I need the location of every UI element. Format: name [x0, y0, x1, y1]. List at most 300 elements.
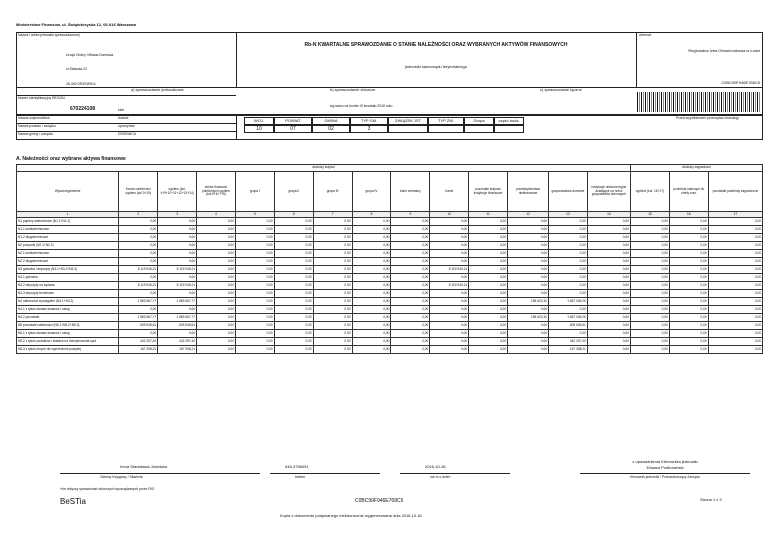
table-cell: 0,00: [708, 250, 762, 258]
table-cell: 0,00: [669, 298, 708, 306]
form-subtitle: jednostki samorządu terytorialnego: [404, 64, 468, 69]
table-cell: 0,00: [587, 290, 630, 298]
code-value: [464, 125, 494, 133]
table-cell: 0,00: [587, 306, 630, 314]
column-number: 13: [548, 212, 587, 218]
table-cell: 0,00: [235, 330, 274, 338]
table-cell: 0,00: [274, 266, 313, 274]
adresat-label: Adresat:: [639, 33, 652, 37]
table-cell: 0,00: [352, 314, 391, 322]
table-cell: 0,00: [352, 226, 391, 234]
table-cell: 0,00: [235, 266, 274, 274]
table-cell: 0,00: [197, 218, 236, 226]
column-header: grupa III: [313, 172, 352, 212]
table-cell: 0,00: [197, 338, 236, 346]
footnote: *nie dotyczy sprawozdań zbiorczych sporządzanych przez RIO: [60, 487, 155, 491]
table-cell: 0,00: [708, 330, 762, 338]
table-cell: 0,00: [587, 314, 630, 322]
table-cell: 0,00: [548, 242, 587, 250]
group-row: [17, 165, 763, 172]
row-label: N5.3 z tytułu innych niż wymienione powyżej: [17, 346, 119, 354]
phone: 048-3756091: [285, 464, 309, 469]
column-header: pozostałe krajowe instytucje finansowe: [469, 172, 508, 212]
table-cell: 0,00: [391, 266, 430, 274]
table-cell: 0,00: [313, 258, 352, 266]
table-cell: 0,00: [708, 234, 762, 242]
table-row: [17, 242, 763, 250]
table-cell: 0,00: [352, 234, 391, 242]
table-cell: 0,00: [352, 242, 391, 250]
table-cell: 0,00: [587, 282, 630, 290]
column-number: 5: [235, 212, 274, 218]
table-cell: 0,00: [197, 274, 236, 282]
column-number: 3: [158, 212, 197, 218]
table-cell: 0,00: [391, 250, 430, 258]
head-title: z upoważnienia Kierownika jednostki: [632, 459, 698, 464]
table-cell: 0,00: [708, 306, 762, 314]
column-number: 4: [197, 212, 236, 218]
table-cell: 0,00: [119, 242, 158, 250]
head-label: Kierownik jednostki / Przewodniczący Zarządu: [630, 475, 700, 479]
table-row: [17, 306, 763, 314]
table-cell: 167 308,21: [158, 346, 197, 354]
table-cell: 0,00: [352, 250, 391, 258]
table-cell: 0,00: [313, 330, 352, 338]
table-cell: 0,00: [469, 274, 508, 282]
table-cell: 0,00: [630, 338, 669, 346]
table-cell: 0,00: [669, 306, 708, 314]
table-cell: 0,00: [548, 258, 587, 266]
option-c: c) sprawozdanie łączne: [540, 87, 582, 92]
table-cell: 0,00: [274, 274, 313, 282]
table-cell: 0,00: [119, 234, 158, 242]
table-cell: 0,00: [274, 234, 313, 242]
table-cell: 0,00: [274, 338, 313, 346]
table-cell: 0,00: [158, 258, 197, 266]
table-cell: 0,00: [119, 218, 158, 226]
option-a: a) sprawozdanie jednostkowe: [131, 87, 184, 92]
table-cell: 0,00: [352, 258, 391, 266]
table-cell: 0,00: [197, 250, 236, 258]
table-cell: 0,00: [119, 274, 158, 282]
table-cell: 0,00: [391, 298, 430, 306]
group-foreign: dłużnicy zagraniczni: [630, 165, 762, 172]
table-cell: 0,00: [630, 346, 669, 354]
table-cell: 0,00: [508, 226, 549, 234]
table-cell: 0,00: [630, 234, 669, 242]
table-cell: 0,00: [430, 346, 469, 354]
code-value: [388, 125, 428, 133]
copy-note: Kopia z dokumentu podpisanego elektronicznie wygenerowana dnia 2016.10.18: [280, 513, 422, 518]
row-label: N4 należności wymagalne (N4.1+N4.2): [17, 298, 119, 306]
divider: [16, 87, 763, 88]
table-row: [17, 282, 763, 290]
table-cell: 0,00: [430, 250, 469, 258]
table-cell: 0,00: [669, 242, 708, 250]
table-cell: 0,00: [313, 346, 352, 354]
column-header: grupa I: [235, 172, 274, 212]
table-cell: 0,00: [508, 282, 549, 290]
table-cell: 0,00: [548, 250, 587, 258]
table-cell: 0,00: [235, 290, 274, 298]
table-cell: 0,00: [669, 314, 708, 322]
table-cell: 0,00: [197, 314, 236, 322]
table-cell: 0,00: [391, 306, 430, 314]
table-cell: 1 863 667,77: [119, 298, 158, 306]
table-cell: 0,00: [235, 258, 274, 266]
table-row: [17, 258, 763, 266]
adresat-value: Regionalna Izba Obrachunkowa w Łodzi: [688, 48, 760, 53]
table-cell: 0,00: [630, 242, 669, 250]
table-row: [17, 338, 763, 346]
column-number: 17: [708, 212, 762, 218]
table-cell: 0,00: [469, 290, 508, 298]
table-cell: 196 622,30: [508, 314, 549, 322]
table-cell: 0,00: [235, 234, 274, 242]
table-cell: 0,00: [352, 282, 391, 290]
table-cell: 0,00: [119, 306, 158, 314]
phone-label: telefon: [295, 475, 306, 479]
table-cell: 0,00: [708, 266, 762, 274]
table-cell: 1 863 667,77: [158, 314, 197, 322]
table-cell: 0,00: [274, 242, 313, 250]
column-number: 10: [430, 212, 469, 218]
table-cell: 0,00: [508, 346, 549, 354]
table-cell: 0,00: [197, 306, 236, 314]
table-cell: 0,00: [587, 226, 630, 234]
row-label: N5 pozostałe należności (N5.1+N5.2+N5.3): [17, 322, 119, 330]
code-label: Grupa: [464, 117, 494, 125]
table-cell: 1 863 667,77: [119, 314, 158, 322]
table-cell: 0,00: [274, 258, 313, 266]
code-value: 3: [350, 125, 388, 133]
table-cell: 0,00: [119, 250, 158, 258]
table-cell: 0,00: [508, 234, 549, 242]
table-cell: 0,00: [469, 266, 508, 274]
table-cell: 1 863 667,77: [158, 298, 197, 306]
signer-name: Irena Stanisława Jóźwicka: [120, 464, 167, 469]
table-cell: 0,00: [197, 226, 236, 234]
unit-postcode: 26-340 DRZEWICA: [66, 82, 96, 86]
table-cell: 196 622,30: [508, 298, 549, 306]
page-number: Strona 1 z 3: [700, 497, 722, 502]
table-cell: 0,00: [391, 226, 430, 234]
table-cell: 0,00: [708, 242, 762, 250]
table-cell: 0,00: [630, 306, 669, 314]
table-row: [17, 250, 763, 258]
table-row: [17, 218, 763, 226]
table-cell: 0,00: [587, 298, 630, 306]
table-cell: 0,00: [508, 258, 549, 266]
column-header: przedsiębiorstwa niefinansowe: [508, 172, 549, 212]
table-cell: 0,00: [313, 338, 352, 346]
woj-value: łódzkie: [118, 116, 129, 120]
divider: [636, 32, 637, 87]
table-cell: 0,00: [391, 274, 430, 282]
option-b: b) sprawozdanie zbiorcze: [330, 87, 376, 92]
table-cell: 0,00: [391, 290, 430, 298]
table-cell: 167 308,21: [548, 346, 587, 354]
table-cell: 0,00: [508, 274, 549, 282]
divider: [236, 32, 237, 87]
table-cell: 0,00: [669, 338, 708, 346]
table-cell: 0,00: [158, 250, 197, 258]
table-cell: 0,00: [508, 330, 549, 338]
table-cell: 0,00: [235, 338, 274, 346]
table-cell: 0,00: [508, 338, 549, 346]
table-cell: 0,00: [274, 290, 313, 298]
table-cell: 0,00: [158, 226, 197, 234]
table-cell: 167 308,21: [119, 346, 158, 354]
table-cell: 0,00: [235, 242, 274, 250]
table-cell: 0,00: [669, 290, 708, 298]
table-cell: 0,00: [469, 338, 508, 346]
table-cell: 0,00: [508, 250, 549, 258]
column-number: 12: [508, 212, 549, 218]
footer-doc-id: C0BC99F946E768C5: [355, 498, 404, 504]
table-cell: 0,00: [313, 266, 352, 274]
table-row: [17, 298, 763, 306]
table-cell: 1 667 045,26: [548, 314, 587, 322]
row-label: N4.2 pozostałe: [17, 314, 119, 322]
table-cell: 0,00: [313, 242, 352, 250]
table-cell: 0,00: [235, 306, 274, 314]
table-cell: 0,00: [708, 258, 762, 266]
table-cell: 0,00: [630, 258, 669, 266]
table-cell: 0,00: [708, 290, 762, 298]
code-label: TYP ZW.: [428, 117, 464, 125]
table-cell: 0,00: [587, 274, 630, 282]
table-cell: 0,00: [587, 242, 630, 250]
table-cell: 0,00: [119, 330, 158, 338]
table-cell: 0,00: [587, 338, 630, 346]
report-status: wg stanu na koniec III kwartału 2016 roku: [330, 104, 393, 108]
table-cell: 0,00: [274, 226, 313, 234]
pow-value: opoczyński: [118, 124, 135, 128]
ministry-address: Ministerstwo Finansów, ul. Świętokrzyska 12, 00-916 Warszawa: [16, 22, 136, 27]
table-cell: 0,00: [469, 234, 508, 242]
table-cell: 8 119 945,21: [430, 282, 469, 290]
table-cell: 0,00: [587, 250, 630, 258]
table-cell: 0,00: [469, 322, 508, 330]
table-cell: 0,00: [235, 282, 274, 290]
table-cell: 0,00: [548, 266, 587, 274]
signature-line: [60, 473, 260, 474]
table-cell: 0,00: [313, 314, 352, 322]
row-label: N1.1 krótkoterminowe: [17, 226, 119, 234]
table-cell: 8 119 945,21: [119, 266, 158, 274]
column-header: grupa II: [274, 172, 313, 212]
table-cell: 0,00: [235, 322, 274, 330]
group-domestic: dłużnicy krajowi: [17, 165, 631, 172]
table-cell: 0,00: [313, 322, 352, 330]
column-header: instytucje niekomercyjne działające na rzecz gospodarstw domowych: [587, 172, 630, 212]
column-number: 6: [274, 212, 313, 218]
form-title: Rb-N KWARTALNE SPRAWOZDANIE O STANIE NALEŻNOŚCI ORAZ WYBRANYCH AKTYWÓW FINANSOWYCH: [304, 42, 568, 48]
row-label: N3.2 depozyty na żądanie: [17, 282, 119, 290]
table-cell: 0,00: [197, 258, 236, 266]
table-cell: 609 545,61: [548, 322, 587, 330]
phone-line: [270, 473, 380, 474]
table-cell: 0,00: [630, 266, 669, 274]
row-label: N1 papiery wartościowe (N1.1+N1.2): [17, 218, 119, 226]
table-cell: 0,00: [197, 282, 236, 290]
column-number: 7: [313, 212, 352, 218]
table-cell: 0,00: [391, 234, 430, 242]
row-label: N3.1 gotówka: [17, 274, 119, 282]
table-cell: 8 119 945,21: [158, 282, 197, 290]
table-cell: 0,00: [119, 290, 158, 298]
table-row: [17, 290, 763, 298]
table-cell: 0,00: [158, 218, 197, 226]
table-cell: 442 257,40: [119, 338, 158, 346]
table-cell: 0,00: [197, 242, 236, 250]
pow-label: Nazwa powiatu / związku: [18, 124, 56, 128]
table-cell: 0,00: [197, 266, 236, 274]
table-cell: 0,00: [313, 274, 352, 282]
column-header: sektor finansów publicznych ogółem (kol.5+6+7+8): [197, 172, 236, 212]
table-cell: 0,00: [313, 250, 352, 258]
table-cell: 0,00: [630, 330, 669, 338]
table-cell: 0,00: [391, 322, 430, 330]
table-cell: 0,00: [708, 274, 762, 282]
table-cell: 0,00: [548, 234, 587, 242]
table-cell: 0,00: [274, 306, 313, 314]
table-cell: 0,00: [508, 218, 549, 226]
table-cell: 0,00: [669, 258, 708, 266]
table-cell: 0,00: [669, 346, 708, 354]
table-cell: 0,00: [158, 234, 197, 242]
table-cell: 0,00: [352, 266, 391, 274]
unit-name-label: Nazwa i adres jednostki sprawozdawczej: [18, 33, 80, 37]
table-cell: 0,00: [587, 218, 630, 226]
table-cell: 0,00: [708, 322, 762, 330]
table-cell: 0,00: [669, 322, 708, 330]
column-number: 8: [352, 212, 391, 218]
table-cell: 0,00: [587, 258, 630, 266]
column-number: 9: [391, 212, 430, 218]
table-cell: 0,00: [352, 290, 391, 298]
table-cell: 0,00: [119, 258, 158, 266]
table-row: [17, 314, 763, 322]
table-cell: 0,00: [197, 234, 236, 242]
table-cell: 0,00: [197, 330, 236, 338]
table-cell: 609 545,61: [158, 322, 197, 330]
table-cell: 0,00: [630, 250, 669, 258]
table-cell: 0,00: [158, 274, 197, 282]
table-cell: 0,00: [158, 306, 197, 314]
table-cell: 0,00: [508, 290, 549, 298]
column-header: ogółem (kol. 4+5+10+11+12+13+14): [158, 172, 197, 212]
row-label: N3 gotówka i depozyty (N3.1+N3.2+N3.3): [17, 266, 119, 274]
table-cell: 0,00: [669, 266, 708, 274]
table-cell: 0,00: [587, 266, 630, 274]
code-label: POWIAT: [274, 117, 312, 125]
date-label: rok m-c dzień: [430, 475, 451, 479]
row-label: N2.2 długoterminowe: [17, 258, 119, 266]
table-cell: 0,00: [197, 298, 236, 306]
code-value: 10: [244, 125, 274, 133]
table-cell: 0,00: [313, 226, 352, 234]
table-cell: 609 545,61: [119, 322, 158, 330]
table-cell: 0,00: [669, 330, 708, 338]
unit-address: ul.Stawska 22: [66, 67, 88, 71]
table-cell: 0,00: [352, 298, 391, 306]
table-cell: 8 119 945,21: [158, 266, 197, 274]
table-cell: 0,00: [469, 314, 508, 322]
table-cell: 0,00: [430, 338, 469, 346]
table-cell: 0,00: [391, 330, 430, 338]
table-cell: 0,00: [274, 282, 313, 290]
table-cell: 8 119 945,21: [119, 282, 158, 290]
table-cell: 0,00: [313, 234, 352, 242]
table-row: [17, 274, 763, 282]
row-label: N4.1 z tytułu dostaw towarów i usług: [17, 306, 119, 314]
table-cell: 0,00: [430, 274, 469, 282]
column-number: 2: [119, 212, 158, 218]
code-value: 02: [312, 125, 350, 133]
table-cell: 0,00: [469, 218, 508, 226]
column-header: grupa IV: [352, 172, 391, 212]
table-row: [17, 322, 763, 330]
table-cell: 0,00: [235, 346, 274, 354]
table-cell: 0,00: [469, 282, 508, 290]
column-number: 1: [17, 212, 119, 218]
row-label: N1.2 długoterminowe: [17, 234, 119, 242]
table-cell: 0,00: [197, 346, 236, 354]
table-cell: 0,00: [430, 226, 469, 234]
table-row: [17, 330, 763, 338]
row-label: N2.1 krótkoterminowe: [17, 250, 119, 258]
table-cell: 442 257,40: [548, 338, 587, 346]
table-cell: 0,00: [430, 218, 469, 226]
table-cell: 0,00: [548, 218, 587, 226]
table-cell: 0,00: [469, 250, 508, 258]
table-cell: 0,00: [158, 242, 197, 250]
table-cell: 0,00: [391, 242, 430, 250]
table-cell: 0,00: [352, 330, 391, 338]
table-cell: 0,00: [352, 274, 391, 282]
gm-value: DRZEWICA: [118, 132, 137, 136]
table-cell: 0,00: [430, 330, 469, 338]
table-cell: 0,00: [391, 346, 430, 354]
table-cell: 1 667 045,26: [548, 298, 587, 306]
table-cell: 0,00: [469, 330, 508, 338]
code-label: część budż.: [494, 117, 524, 125]
table-cell: 0,00: [708, 314, 762, 322]
regon-label: Numer identyfikacyjny REGON: [18, 96, 65, 100]
table-cell: 0,00: [391, 218, 430, 226]
table-cell: 0,00: [352, 218, 391, 226]
table-cell: 0,00: [669, 234, 708, 242]
table-cell: 0,00: [469, 226, 508, 234]
table-cell: 0,00: [630, 274, 669, 282]
table-cell: 0,00: [274, 298, 313, 306]
table-cell: 0,00: [630, 298, 669, 306]
table-cell: 0,00: [430, 306, 469, 314]
table-cell: 0,00: [391, 314, 430, 322]
woj-label: Nazwa województwa: [18, 116, 50, 120]
column-number: 15: [630, 212, 669, 218]
table-row: [17, 346, 763, 354]
section-title: A. Należności oraz wybrane aktywa finansowe: [16, 156, 126, 162]
table-cell: 0,00: [669, 250, 708, 258]
doc-id: C0BC99F946E768C5: [721, 80, 760, 85]
table-cell: 0,00: [548, 282, 587, 290]
row-label: N3.3 depozyty terminowe: [17, 290, 119, 298]
table-cell: 0,00: [313, 218, 352, 226]
barcode: [637, 92, 761, 112]
